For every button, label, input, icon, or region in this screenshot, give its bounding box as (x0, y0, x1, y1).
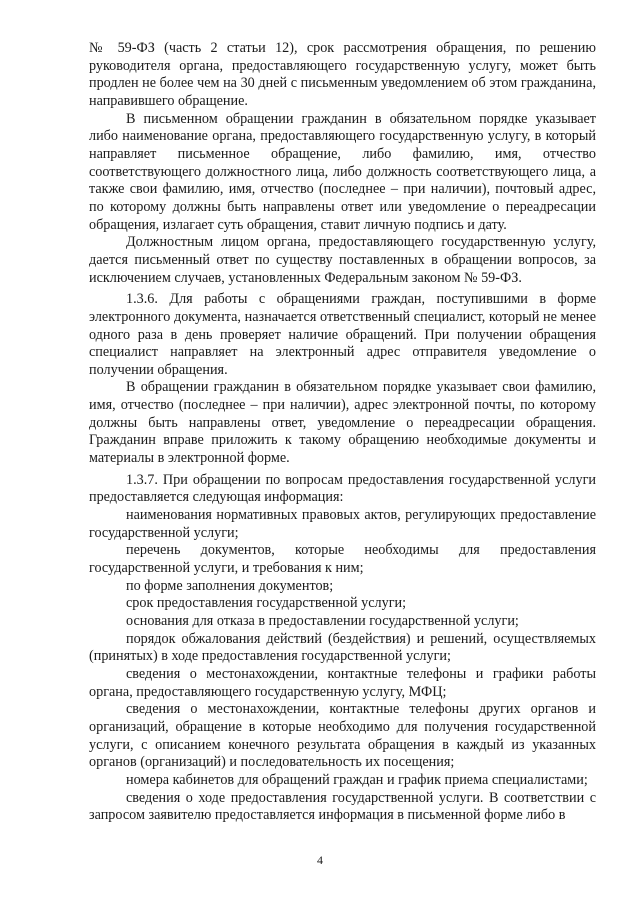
paragraph-5: В обращении гражданин в обязательном порядке указывает свои фамилию, имя, отчество (последнее – при наличии), адрес электронной почты, по которому должны быть направлены ответ, уведомление о переадресации обращения. Гражданин вправе приложить к такому обращению необходимые документы и материалы в электронной форме. (89, 379, 596, 467)
paragraph-1-3-7: 1.3.7. При обращении по вопросам предоставления государственной услуги предоставляется следующая информация: (89, 471, 596, 506)
list-item-service-progress: сведения о ходе предоставления государственной услуги. В соответствии с запросом заявителю предоставляется информация в письменной форме либо в (89, 789, 596, 824)
list-item-service-term: срок предоставления государственной услуги; (126, 595, 407, 612)
paragraph-1: № 59-ФЗ (часть 2 статьи 12), срок рассмотрения обращения, по решению руководителя органа, предоставляющего государственную услугу, может быть продлен не более чем на 30 дней с письменным уведомлением об этом гражданина, направившего обращение. (89, 40, 596, 109)
paragraph-3: Должностным лицом органа, предоставляющего государственную услугу, дается письменный ответ по существу поставленных в обращении вопросов, за исключением случаев, установленных Федеральным законом № 59-ФЗ. (89, 234, 596, 286)
list-item-form-filling: по форме заполнения документов; (126, 577, 334, 594)
list-item-refusal-grounds: основания для отказа в предоставлении государственной услуги; (126, 613, 519, 629)
paragraph-2: В письменном обращении гражданин в обязательном порядке указывает либо наименование органа, предоставляющего государственную услугу, в который направляет письменное обращение, либо фамилию, имя, отчество соответствующего должностного лица, либо должность соответствующего лица, а также свои фамилию, имя, отчество (последнее – при наличии), почтовый адрес, по которому должны быть направлены ответ или уведомление о переадресации обращения, излагает суть обращения, ставит личную подпись и дату. (89, 110, 596, 233)
list-item-other-organs: сведения о местонахождении, контактные телефоны других органов и организаций, обращение в которые необходимо для получения государственной услуги, с описанием конечного результата обращения в каждый из указанных органов (организаций) и последовательность их посещения; (89, 701, 596, 771)
paragraph-1-3-6: 1.3.6. Для работы с обращениями граждан, поступившими в форме электронного документа, назначается ответственный специалист, который не менее одного раза в день проверяет наличие обращений. При получении обращения специалист направляет на электронный адрес отправителя уведомление о получении обращения. (89, 291, 596, 378)
list-item-appeal-procedure: порядок обжалования действий (бездействия) и решений, осуществляемых (принятых) в ходе предоставления государственной услуги; (89, 630, 596, 665)
page-body (89, 40, 596, 825)
list-item-location-contacts: сведения о местонахождении, контактные телефоны и графики работы органа, предоставляющего государственную услугу, МФЦ; (89, 665, 596, 700)
page-number: 4 (317, 853, 323, 867)
list-item-documents: перечень документов, которые необходимы для предоставления государственной услуги, и требования к ним; (89, 542, 596, 577)
list-item-office-numbers: номера кабинетов для обращений граждан и график приема специалистами; (126, 771, 588, 788)
list-item-legal-acts: наименования нормативных правовых актов, регулирующих предоставление государственной услуги; (89, 507, 596, 541)
